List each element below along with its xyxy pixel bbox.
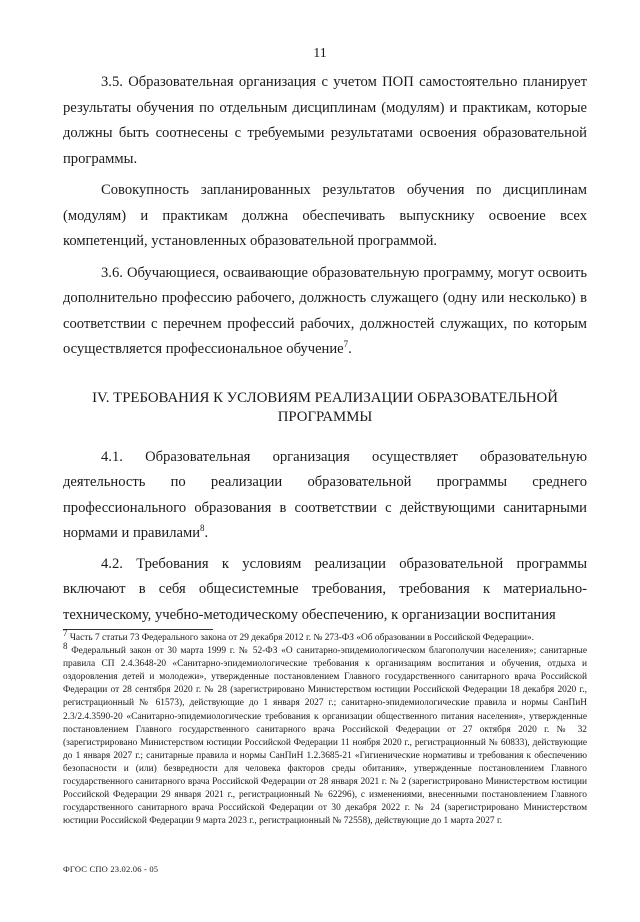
body-text: [63, 70, 587, 634]
paragraph-4-2: 4.2. Требования к условиям реализации образовательной программы включают в себя общесистемные требования, требования к материально-техническому, учебно-методическому обеспечению, к организации воспитания: [63, 555, 587, 623]
section-heading-line2: ПРОГРАММЫ: [277, 408, 373, 425]
page-number: 11: [313, 46, 327, 61]
paragraph-3-5-continued: Совокупность запланированных результатов обучения по дисциплинам (модулям) и практикам должна обеспечивать выпускнику освоение всех компетенций, установленных образовательной программой.: [63, 182, 587, 249]
section-heading-line1: IV. ТРЕБОВАНИЯ К УСЛОВИЯМ РЕАЛИЗАЦИИ ОБРАЗОВАТЕЛЬНОЙ: [92, 389, 558, 406]
footnote-7: $^7$ Часть 7 статьи 73 Федерального закона от 29 декабря 2012 г. № 273-ФЗ «Об образовании в Российской Федерации».: [63, 627, 535, 643]
footnote-ref-7: 7: [343, 339, 349, 350]
section-heading: [63, 389, 587, 427]
footer-document-code: ФГОС СПО 23.02.06 - 05: [63, 864, 159, 874]
footnote-8: $^8$ Федеральный закон от 30 марта 1999 г. № 52-ФЗ «О санитарно-эпидемиологическом благополучии населения»; санитарные правила СП 2.4.3648-20 «Санитарно-эпидемиологические требования к организациям воспитания и обучения, отдыха и оздоровления детей и молодежи», утвержденные постановлением Главного государственного санитарного врача Российской Федерации от 28 сентября 2020 г. № 28 (зарегистрировано Министерством юстиции Российской Федерации 18 декабря 2020 г., регистрационный № 61573), действующие до 1 января 2027 г.; санитарно-эпидемиологические правила и нормы СанПиН 2.3/2.4.3590-20 «Санитарно-эпидемиологические требования к организации общественного питания населения», утвержденные постановлением Главного государственного санитарного врача Российской Федерации от 27 октября 2020 г. № 32 (зарегистрировано Министерством юстиции Российской Федерации 11 ноября 2020 г., регистрационный № 60833), действующие до 1 января 2027 г.; санитарные правила и нормы СанПиН 1.2.3685-21 «Гигиенические нормативы и требования к обеспечению безопасности и (или) безвредности для человека факторов среды обитания», утвержденные постановлением Главного государственного санитарного врача Российской Федерации от 28 января 2021 г. № 2 (зарегистрировано Министерством юстиции Российской Федерации 29 января 2021 г., регистрационный № 62296), с изменениями, внесенными постановлением Главного государственного санитарного врача Российской Федерации от 30 декабря 2022 г. № 24 (зарегистрировано Министерством юстиции Российской Федерации 9 марта 2023 г., регистрационный № 72558), действующие до 1 марта 2027 г.: [63, 640, 587, 827]
footnote-ref-8: 8: [200, 523, 205, 534]
paragraph-3-6: 3.6. Обучающиеся, осваивающие образовательную программу, могут освоить дополнительно профессию рабочего, должность служащего (одну или несколько) в соответствии с перечнем профессий рабочих, должностей служащих, по которым осуществляется профессиональное обучение$^7$.: [63, 264, 587, 357]
footnotes: [63, 627, 587, 828]
paragraph-4-1: 4.1. Образовательная организация осуществляет образовательную деятельность по реализации образовательной программы среднего профессионального образования в соответствии с действующими санитарными нормами и правилами$^8$.: [63, 448, 587, 541]
footnote-divider: [63, 629, 213, 630]
paragraph-3-5: 3.5. Образовательная организация с учетом ПОП самостоятельно планирует результаты обучения по отдельным дисциплинам (модулям) и практикам, которые должны быть соотнесены с требуемыми результатами освоения образовательной программы.: [63, 74, 587, 167]
